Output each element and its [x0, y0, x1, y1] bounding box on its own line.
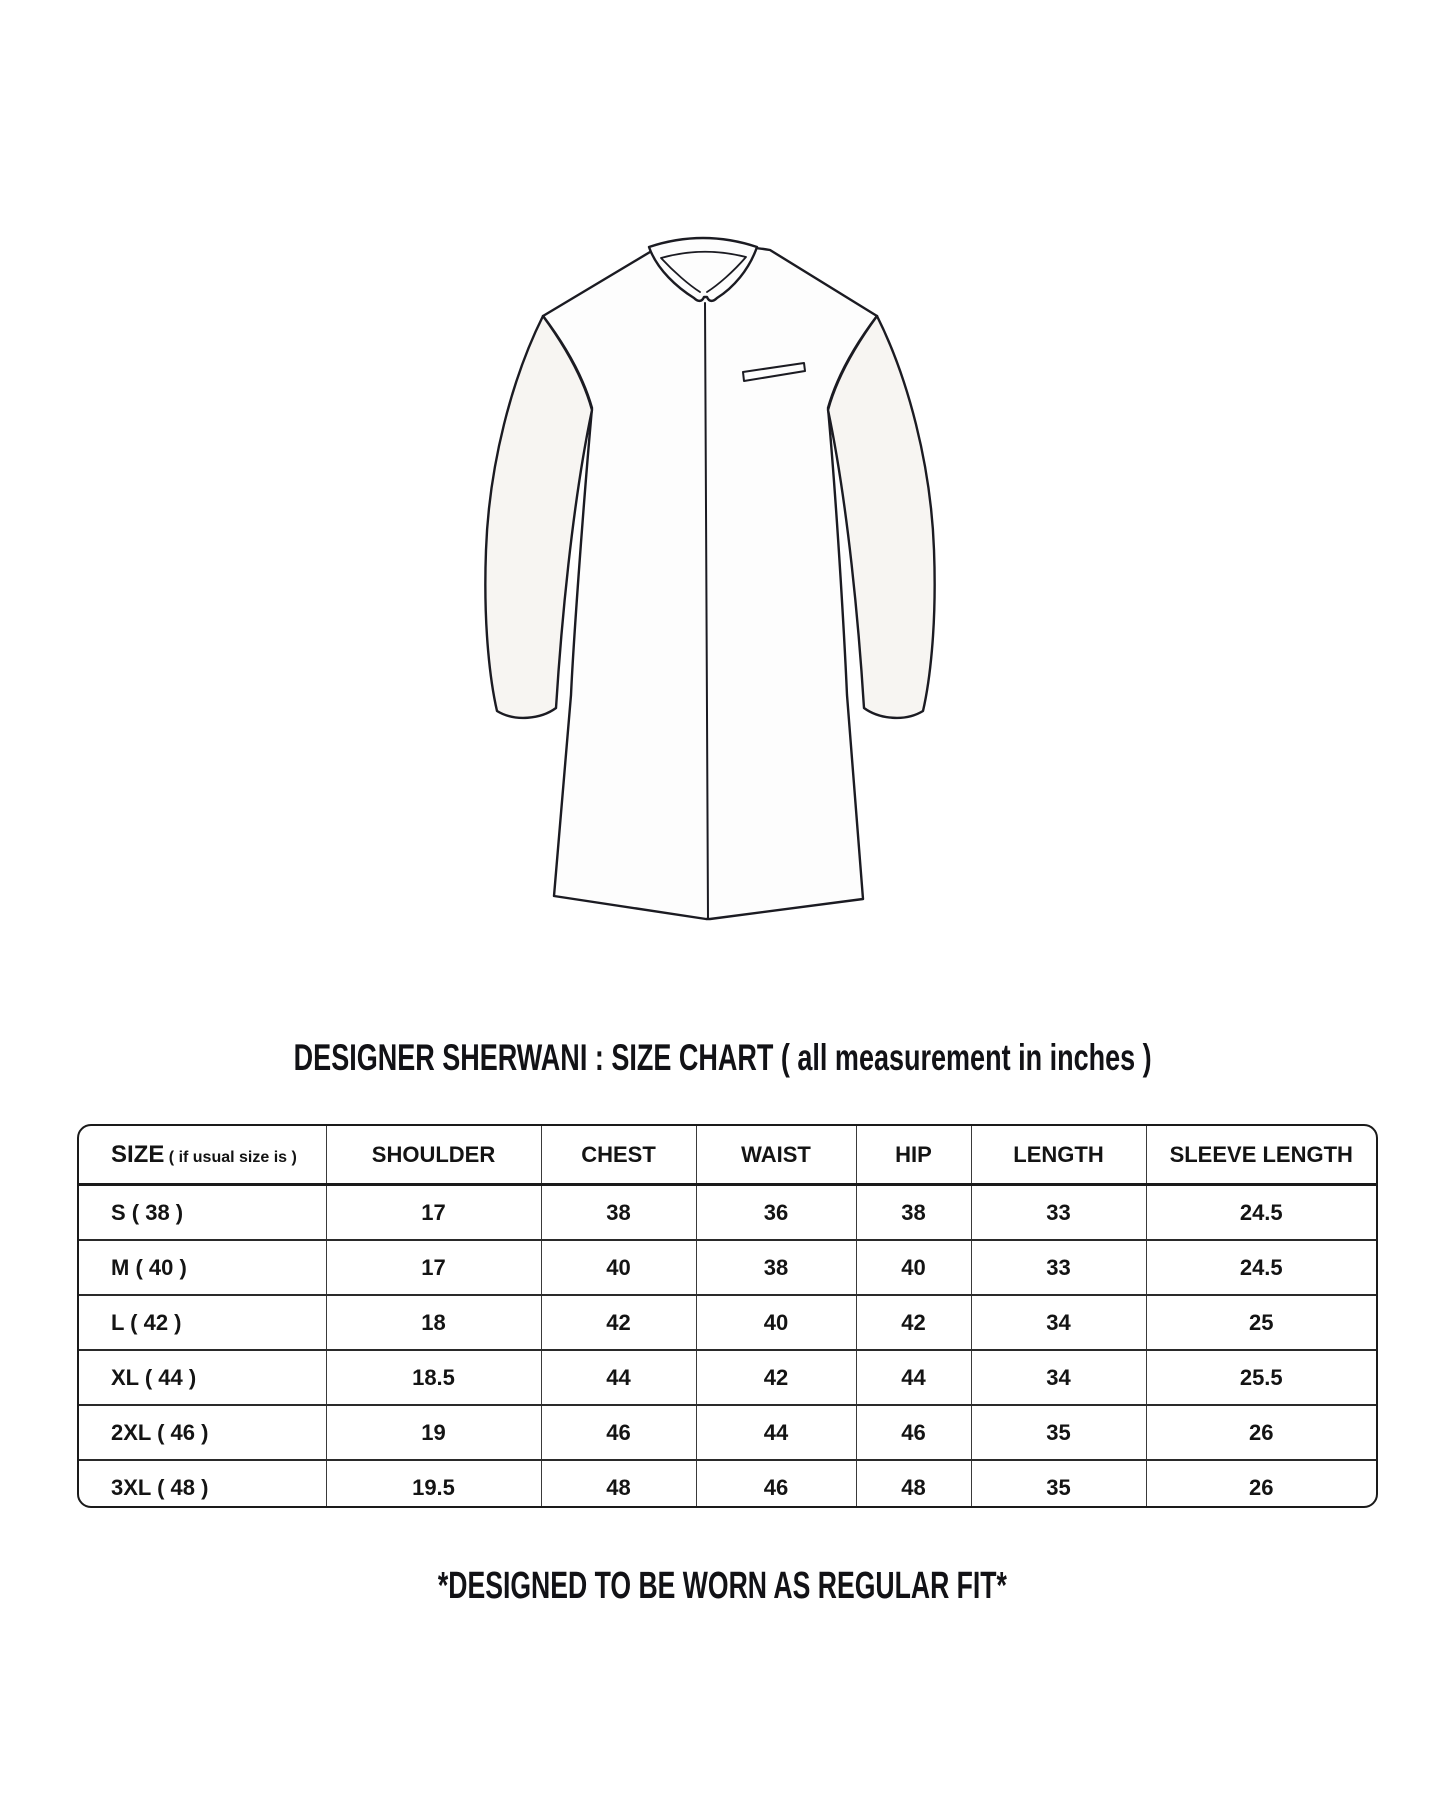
sleeve-length-cell: 25.5 — [1146, 1350, 1376, 1405]
sleeve-length-cell: 26 — [1146, 1405, 1376, 1460]
sleeve-length-cell: 25 — [1146, 1295, 1376, 1350]
size-cell: XL ( 44 ) — [79, 1350, 326, 1405]
table-header-row — [79, 1126, 1376, 1185]
waist-cell: 46 — [696, 1460, 856, 1508]
length-cell: 34 — [971, 1295, 1146, 1350]
size-chart-table — [77, 1124, 1378, 1508]
header-size-label: SIZE — [111, 1140, 165, 1168]
hip-cell: 38 — [856, 1185, 971, 1241]
table-row — [79, 1460, 1376, 1508]
sleeve-length-cell: 24.5 — [1146, 1185, 1376, 1241]
chest-cell: 46 — [541, 1405, 696, 1460]
shoulder-cell: 19.5 — [326, 1460, 541, 1508]
waist-cell: 36 — [696, 1185, 856, 1241]
header-waist: WAIST — [696, 1126, 856, 1185]
chest-cell: 40 — [541, 1240, 696, 1295]
size-cell: 3XL ( 48 ) — [79, 1460, 326, 1508]
table-row — [79, 1405, 1376, 1460]
header-size — [79, 1126, 326, 1185]
length-cell: 33 — [971, 1185, 1146, 1241]
hip-cell: 46 — [856, 1405, 971, 1460]
table-row — [79, 1240, 1376, 1295]
page-title — [0, 1028, 1445, 1088]
waist-cell: 44 — [696, 1405, 856, 1460]
hip-cell: 44 — [856, 1350, 971, 1405]
sleeve-length-cell: 24.5 — [1146, 1240, 1376, 1295]
sleeve-length-cell: 26 — [1146, 1460, 1376, 1508]
header-size-note: ( if usual size is ) — [164, 1148, 297, 1166]
length-cell: 35 — [971, 1460, 1146, 1508]
hip-cell: 48 — [856, 1460, 971, 1508]
size-cell: L ( 42 ) — [79, 1295, 326, 1350]
chest-cell: 44 — [541, 1350, 696, 1405]
waist-cell: 40 — [696, 1295, 856, 1350]
sherwani-body — [543, 245, 877, 919]
hip-cell: 40 — [856, 1240, 971, 1295]
chest-cell: 38 — [541, 1185, 696, 1241]
waist-cell: 38 — [696, 1240, 856, 1295]
length-cell: 33 — [971, 1240, 1146, 1295]
shoulder-cell: 18.5 — [326, 1350, 541, 1405]
shoulder-cell: 19 — [326, 1405, 541, 1460]
table-row — [79, 1350, 1376, 1405]
shoulder-cell: 17 — [326, 1185, 541, 1241]
shoulder-cell: 18 — [326, 1295, 541, 1350]
fit-note — [0, 1556, 1445, 1616]
waist-cell: 42 — [696, 1350, 856, 1405]
length-cell: 34 — [971, 1350, 1146, 1405]
size-cell: M ( 40 ) — [79, 1240, 326, 1295]
size-cell: S ( 38 ) — [111, 1199, 184, 1225]
table-row — [79, 1295, 1376, 1350]
header-shoulder: SHOULDER — [326, 1126, 541, 1185]
size-cell: 2XL ( 46 ) — [79, 1405, 326, 1460]
table-row — [79, 1185, 1376, 1241]
header-length: LENGTH — [971, 1126, 1146, 1185]
shoulder-cell: 17 — [326, 1240, 541, 1295]
hip-cell: 42 — [856, 1295, 971, 1350]
chest-cell: 42 — [541, 1295, 696, 1350]
length-cell: 35 — [971, 1405, 1146, 1460]
chest-cell: 48 — [541, 1460, 696, 1508]
header-sleeve-length: SLEEVE LENGTH — [1146, 1126, 1376, 1185]
header-chest: CHEST — [541, 1126, 696, 1185]
page-title-text: DESIGNER SHERWANI : SIZE CHART ( all measurement in inches ) — [293, 1037, 1152, 1078]
fit-note-text: *DESIGNED TO BE WORN AS REGULAR FIT* — [438, 1564, 1007, 1607]
header-hip: HIP — [856, 1126, 971, 1185]
